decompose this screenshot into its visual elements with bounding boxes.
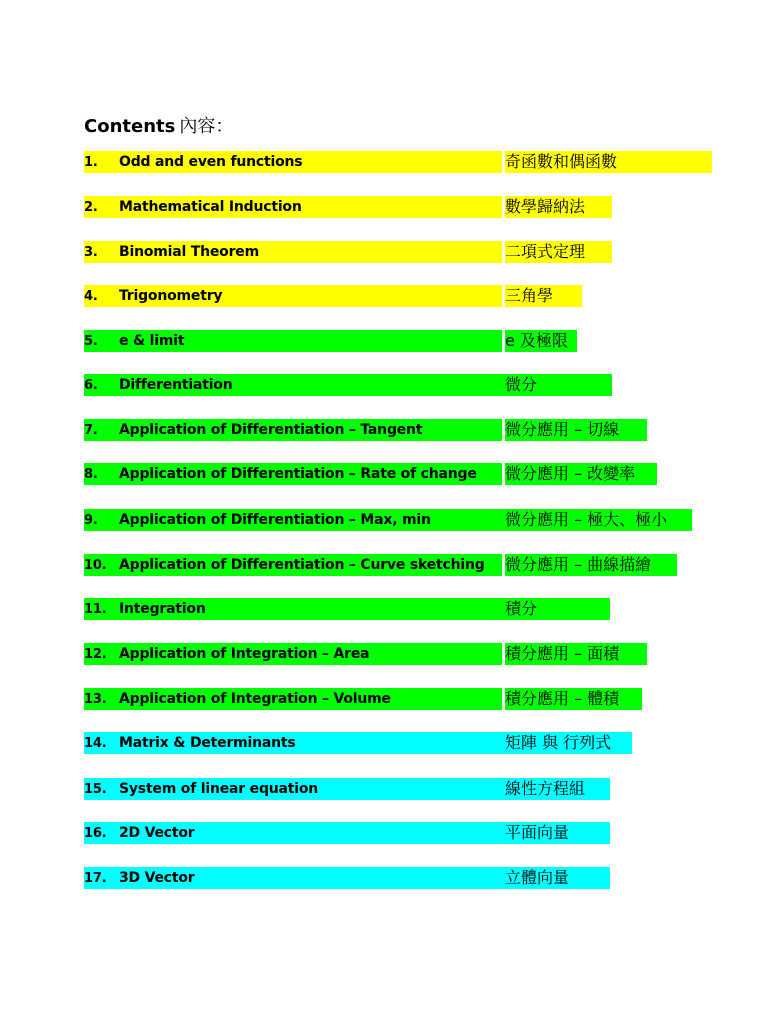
toc-entry-english bbox=[84, 151, 502, 173]
toc-title-english: Binomial Theorem bbox=[119, 244, 259, 260]
toc-number: 9. bbox=[84, 513, 98, 528]
toc-title-chinese: 二項式定理 bbox=[505, 241, 612, 263]
toc-number: 17. bbox=[84, 871, 107, 886]
page-title bbox=[84, 112, 233, 138]
toc-title-english: Application of Integration – Volume bbox=[119, 691, 391, 707]
toc-title-english: 3D Vector bbox=[119, 870, 195, 886]
toc-row bbox=[84, 374, 768, 396]
toc-number: 2. bbox=[84, 200, 98, 215]
toc-row bbox=[84, 778, 768, 800]
toc-row bbox=[84, 419, 768, 441]
toc-title-english: Application of Integration – Area bbox=[119, 646, 370, 662]
toc-title-chinese: 微分 bbox=[505, 374, 612, 396]
toc-title-chinese: 立體向量 bbox=[505, 867, 577, 889]
toc-title-english: Integration bbox=[119, 601, 206, 617]
toc-title-english: Trigonometry bbox=[119, 288, 223, 304]
toc-title-english: Mathematical Induction bbox=[119, 199, 302, 215]
toc-row bbox=[84, 463, 768, 485]
toc-number: 3. bbox=[84, 245, 98, 260]
toc-entry-english bbox=[84, 688, 502, 710]
toc-entry-english bbox=[84, 241, 502, 263]
title-english: Contents bbox=[84, 116, 176, 137]
toc-title-english: Application of Differentiation – Curve sketching bbox=[119, 557, 485, 573]
toc-row bbox=[84, 241, 768, 263]
toc-title-chinese: 微分應用 – 曲線描繪 bbox=[505, 554, 677, 576]
toc-number: 11. bbox=[84, 602, 107, 617]
toc-row bbox=[84, 554, 768, 576]
toc-row bbox=[84, 867, 768, 889]
toc-title-chinese: 矩陣 與 行列式 bbox=[505, 732, 632, 754]
toc-number: 7. bbox=[84, 423, 98, 438]
toc-title-chinese: 三角學 bbox=[505, 285, 582, 307]
toc-title-english: Application of Differentiation – Max, min bbox=[119, 512, 431, 528]
toc-row bbox=[84, 643, 768, 665]
toc-row bbox=[84, 822, 768, 844]
toc-number: 10. bbox=[84, 558, 107, 573]
toc-number: 16. bbox=[84, 826, 107, 841]
toc-entry-english bbox=[84, 419, 502, 441]
toc-row bbox=[84, 330, 768, 352]
toc-title-chinese: 積分應用 – 體積 bbox=[505, 688, 642, 710]
toc-entry-english bbox=[84, 643, 502, 665]
toc-number: 1. bbox=[84, 155, 98, 170]
toc-entry-english bbox=[84, 196, 502, 218]
toc-title-english: System of linear equation bbox=[119, 781, 319, 797]
toc-title-chinese: 微分應用 – 切線 bbox=[505, 419, 647, 441]
toc-title-chinese: e 及極限 bbox=[505, 330, 577, 352]
toc-title-english: 2D Vector bbox=[119, 825, 195, 841]
toc-title-english: Odd and even functions bbox=[119, 154, 303, 170]
toc-title-english: e & limit bbox=[119, 333, 185, 349]
toc-title-english: Application of Differentiation – Tangent bbox=[119, 422, 423, 438]
toc-title-english: Application of Differentiation – Rate of change bbox=[119, 466, 477, 482]
toc-title-chinese: 積分應用 – 面積 bbox=[505, 643, 647, 665]
toc-title-chinese: 微分應用 – 改變率 bbox=[505, 463, 657, 485]
toc-title-chinese: 奇函數和偶函數 bbox=[505, 151, 712, 173]
toc-title-chinese: 積分 bbox=[505, 598, 542, 620]
toc-row bbox=[84, 509, 768, 531]
toc-number: 14. bbox=[84, 736, 107, 751]
toc-row bbox=[84, 732, 768, 754]
toc-entry-english bbox=[84, 463, 502, 485]
toc-number: 15. bbox=[84, 782, 107, 797]
toc-title-chinese: 平面向量 bbox=[505, 822, 577, 844]
toc-entry-english bbox=[84, 285, 502, 307]
toc-number: 6. bbox=[84, 378, 98, 393]
toc-number: 4. bbox=[84, 289, 98, 304]
title-chinese: 內容： bbox=[179, 116, 234, 137]
toc-number: 8. bbox=[84, 467, 98, 482]
toc-number: 13. bbox=[84, 692, 107, 707]
toc-row bbox=[84, 598, 768, 620]
toc-title-chinese: 微分應用 – 極大、極小 bbox=[505, 509, 692, 531]
toc-title-english: Differentiation bbox=[119, 377, 233, 393]
toc-title-chinese: 數學歸納法 bbox=[505, 196, 612, 218]
toc-title-english: Matrix & Determinants bbox=[119, 735, 296, 751]
toc-row bbox=[84, 688, 768, 710]
toc-title-chinese: 線性方程組 bbox=[505, 778, 597, 800]
toc-number: 5. bbox=[84, 334, 98, 349]
toc-row bbox=[84, 151, 768, 173]
toc-entry-english bbox=[84, 330, 502, 352]
toc-number: 12. bbox=[84, 647, 107, 662]
toc-row bbox=[84, 285, 768, 307]
toc-row bbox=[84, 196, 768, 218]
toc-entry-english bbox=[84, 554, 502, 576]
